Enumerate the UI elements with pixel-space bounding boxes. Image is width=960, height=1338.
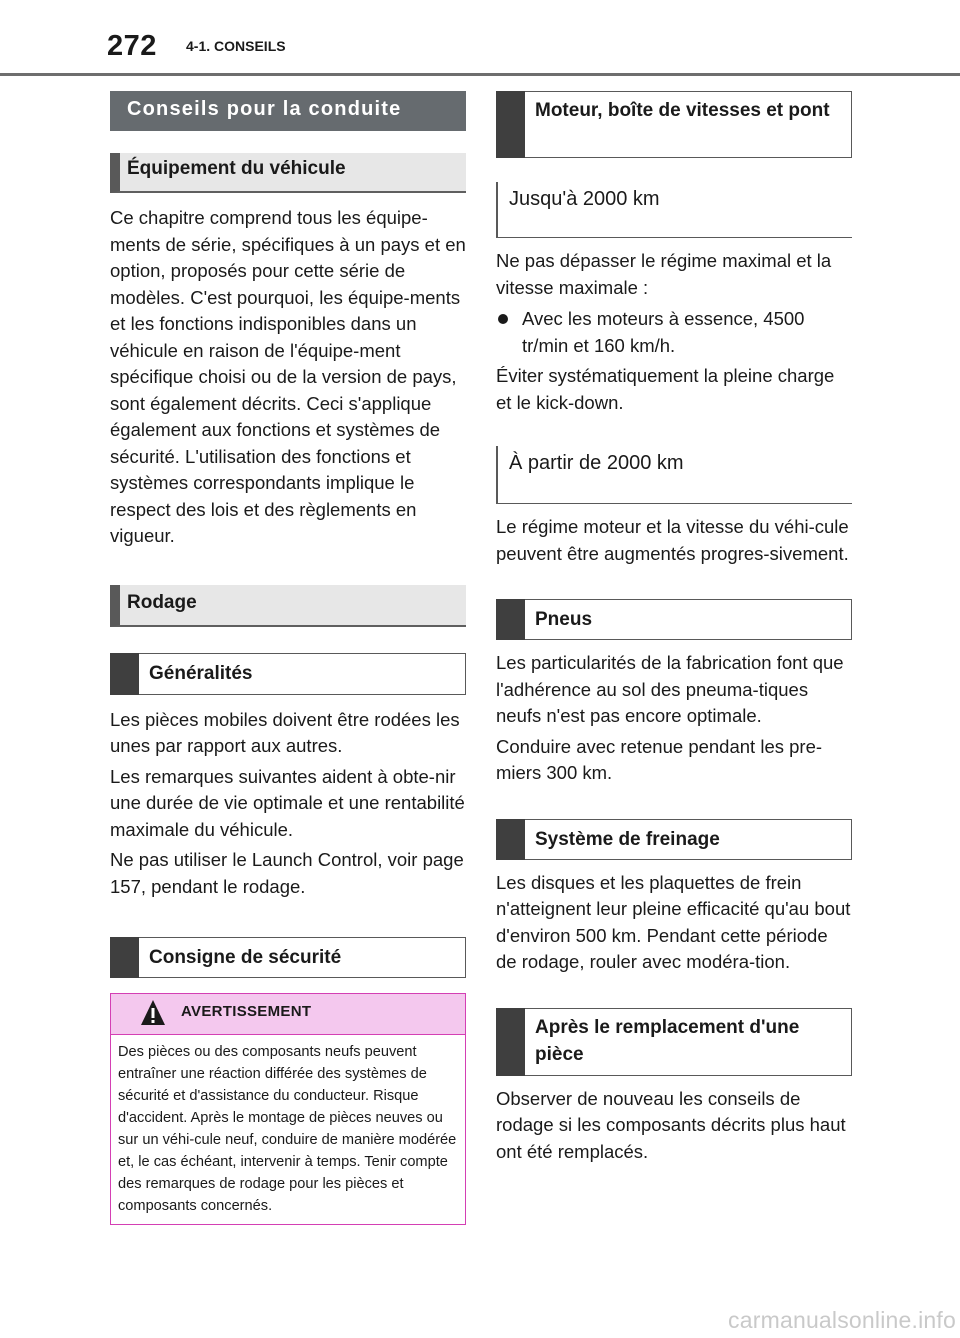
page-number: 272: [107, 30, 157, 62]
jusqua-paragraph-1: Ne pas dépasser le régime maximal et la vitesse maximale :: [496, 250, 832, 298]
heading-jusqua-2000: Jusqu'à 2000 km: [496, 182, 852, 238]
watermark: carmanualsonline.info: [728, 1307, 956, 1333]
page-title: Conseils pour la conduite: [110, 91, 466, 131]
warning-box: [110, 993, 466, 1225]
left-column: [110, 91, 466, 1225]
freinage-paragraph: Les disques et les plaquettes de frein n'atteignent leur pleine efficacité qu'au bout d'environ 500 km. Pendant cette période de rodage, rouler avec modéra-tion.: [496, 871, 851, 972]
header-rule: [0, 73, 960, 76]
equipment-paragraph: Ce chapitre comprend tous les équipe-ments de série, spécifiques à un pays et en option, proposés pour cette série de modèles. C'est pourquoi, les équipe-ments et les fonctions indisponibles dans un véhicule en raison de l'équipe-ment spécifique choisi ou de la version de pays, sont également décrits. Ceci s'applique également aux fonctions et systèmes de sécurité. L'utilisation des fonctions et systèmes correspondants implique le respect des lois et des règlements en vigueur.: [110, 207, 466, 546]
page-header: [0, 0, 960, 76]
warning-title: AVERTISSEMENT: [181, 1003, 312, 1020]
right-column: [496, 91, 852, 1165]
apartir-paragraph: Le régime moteur et la vitesse du véhi-cule peuvent être augmentés progres-sivement.: [496, 516, 849, 564]
heading-equipement: Équipement du véhicule: [110, 153, 466, 193]
bullet-item: [496, 306, 852, 359]
generalites-paragraph-1: Les pièces mobiles doivent être rodées les unes par rapport aux autres.: [110, 708, 460, 756]
heading-apres-remplacement: Après le remplacement d'une pièce: [496, 1008, 852, 1076]
generalites-paragraph-3: Ne pas utiliser le Launch Control, voir page 157, pendant le rodage.: [110, 849, 464, 897]
heading-rodage: Rodage: [110, 585, 466, 627]
heading-freinage: Système de freinage: [496, 819, 852, 860]
warning-header: [111, 994, 465, 1035]
heading-moteur: Moteur, boîte de vitesses et pont: [496, 91, 852, 158]
warning-triangle-icon: [140, 999, 166, 1026]
jusqua-paragraph-2: Éviter systématiquement la pleine charge et le kick-down.: [496, 365, 835, 413]
heading-generalites: Généralités: [110, 653, 466, 695]
heading-a-partir-2000: À partir de 2000 km: [496, 446, 852, 504]
generalites-paragraph-2: Les remarques suivantes aident à obte-nir une durée de vie optimale et une rentabilité maximale du véhicule.: [110, 765, 465, 840]
warning-text: Des pièces ou des composants neufs peuvent entraîner une réaction différée des systèmes de sécurité et d'assistance du conducteur. Risque d'accident. Après le montage de pièces neuves ou sur un véhi-cule neuf, conduire de manière modérée et, le cas échéant, intervenir à temps. Tenir compte des remarques de rodage pour les pièces et composants concernés.: [118, 1044, 457, 1214]
section-label: 4-1. CONSEILS: [186, 38, 286, 54]
heading-pneus: Pneus: [496, 599, 852, 640]
bullet-dot-icon: [498, 314, 508, 324]
pneus-paragraph-1: Les particularités de la fabrication font que l'adhérence au sol des pneuma-tiques neufs n'est pas encore optimale.: [496, 652, 844, 726]
heading-consigne: Consigne de sécurité: [110, 937, 466, 978]
pneus-paragraph-2: Conduire avec retenue pendant les pre-miers 300 km.: [496, 735, 823, 783]
apres-paragraph: Observer de nouveau les conseils de rodage si les composants décrits plus haut ont été remplacés.: [496, 1087, 846, 1162]
bullet-text: Avec les moteurs à essence, 4500 tr/min et 160 km/h.: [522, 308, 805, 356]
